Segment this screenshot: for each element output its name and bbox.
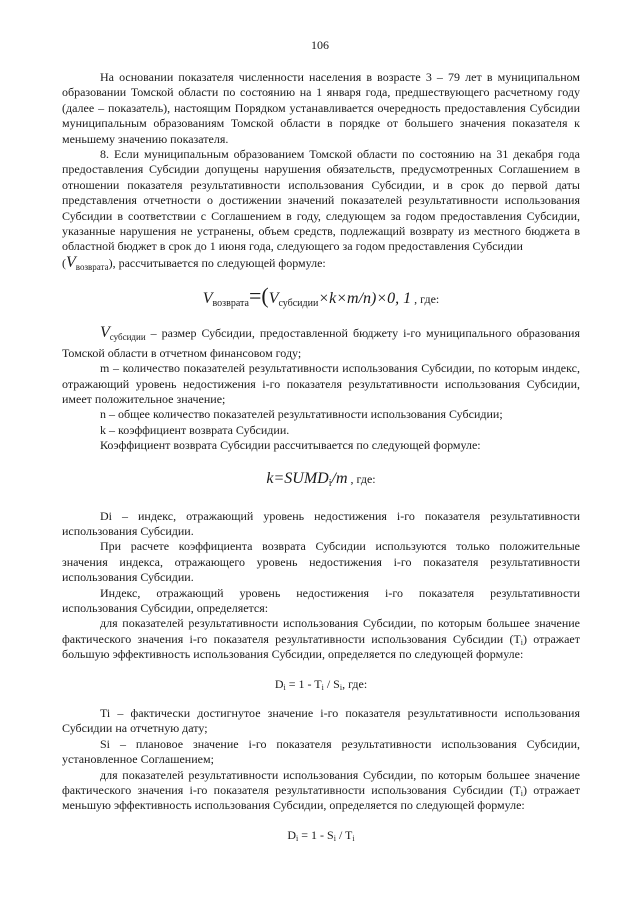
p11-sub: i	[520, 637, 524, 647]
f2-main: k=SUMD	[266, 469, 329, 487]
f3-d-sub: i	[283, 682, 286, 692]
f1-lhs: V	[202, 290, 213, 308]
f1-v-sub: субсидии	[278, 298, 319, 310]
f2-rest: /m	[331, 469, 348, 487]
formula-return-volume	[62, 285, 580, 315]
formula-di-greater	[62, 677, 580, 692]
paragraph-si-definition: Si – плановое значение i-го показателя результативности использования Субсидии, установленное Соглашением;	[62, 736, 580, 767]
paragraph-k-definition: k – коэффициент возврата Субсидии.	[100, 422, 290, 437]
paragraph-n-definition: n – общее количество показателей результативности использования Субсидии;	[100, 407, 503, 422]
formula-k	[62, 468, 580, 495]
paragraph-lesser-efficiency	[62, 768, 580, 814]
paragraph-index-determined: Индекс, отражающий уровень недостижения i-го показателя результативности использования Субсидии, определяется:	[62, 585, 580, 615]
paragraph-item-8-tail: $(V_{возврата})$, рассчитывается по следующей формуле:	[62, 253, 326, 272]
paragraph-population: На основании показателя численности населения в возрасте 3 – 79 лет в муниципальном образовании Томской области по состоянию на 1 января года, предшествующего расчетному году (далее – показатель), настоящим Порядком устанавливается очередность предоставления Субсидии муниципальным образованиям Томской области в порядке от большего значения показателя к меньшему значению показателя.	[62, 70, 580, 146]
paragraph-v-subsidy	[62, 325, 580, 361]
f3-mid: = 1 - T	[285, 676, 322, 691]
v-subsidy-symbol: V	[100, 324, 110, 342]
item-8-text: 8. Если муниципальным образованием Томской области по состоянию на 31 декабря года предоставления Субсидии допущены нарушения обязательств, предусмотренных Соглашением в отношении показателя результативности использования Субсидии, и в срок до первой даты представления отчетности о достижении значений показателей результативности использования Субсидии в соответствии с Соглашением в году, следующем за годом предоставления Субсидии, указанные нарушения не устранены, объем средств, подлежащий возврату из местного бюджета в областной бюджет в срок до 1 июня года, следующего за годом предоставления Субсидии	[62, 147, 580, 254]
f1-v: V	[268, 290, 279, 308]
f3-t-sub: i	[321, 682, 324, 692]
formula-di-lesser	[62, 828, 580, 843]
page-number: 106	[311, 38, 329, 52]
f4-s-sub: i	[333, 833, 336, 843]
f4-d-sub: i	[296, 833, 299, 843]
f4-t-sub: i	[352, 833, 355, 843]
paragraph-di-definition: Di – индекс, отражающий уровень недостижения i-го показателя результативности использования Субсидии.	[62, 508, 580, 538]
f3-d: D	[274, 676, 284, 691]
paragraph-item-8	[62, 147, 580, 255]
document-body	[62, 70, 580, 857]
paragraph-ti-definition: Ti – фактически достигнутое значение i-го показателя результативности использования Субсидии на отчетную дату;	[62, 706, 580, 736]
item-8-tail-text: ), рассчитывается по следующей формуле:	[108, 255, 326, 270]
f2-tail: , где:	[347, 471, 376, 486]
f3-s-sub: i	[339, 682, 343, 692]
p14-tail: ) отражает меньшую эффективность использования Субсидии, определяется по следующей формуле:	[62, 783, 580, 813]
p14-text: для показателей результативности использования Субсидии, по которым большее значение фактического значения i-го показателя результативности использования Субсидии (T	[62, 767, 580, 798]
p11-text: для показателей результативности использования Субсидии, по которым большее значение фактического значения i-го показателя результативности использования Субсидии (T	[62, 616, 580, 646]
f1-lhs-sub: возврата	[212, 298, 249, 310]
f4-t: / T	[335, 827, 353, 842]
p14-sub: i	[520, 789, 524, 799]
f4-mid: = 1 - S	[298, 827, 334, 842]
p11-tail: ) отражает большую эффективность использования Субсидии, определяется по следующей формуле:	[62, 631, 580, 662]
paragraph-m-definition: m – количество показателей результативности использования Субсидии, по которым индекс, отражающий уровень недостижения i-го показателя результативности использования Субсидии, имеет положительное значение;	[62, 361, 580, 406]
paragraph-positive-values: При расчете коэффициента возврата Субсидии используются только положительные значения индекса, отражающего уровень недостижения i-го показателя результативности использования Субсидии.	[62, 539, 580, 585]
f3-s: / S	[323, 676, 340, 691]
v-subsidy-subscript: субсидии	[109, 332, 146, 343]
f1-tail: , где:	[411, 292, 440, 307]
f2-sub: i	[328, 477, 332, 489]
v-subsidy-text: – размер Субсидии, предоставленной бюджету i-го муниципального образования Томской области в отчетном финансовом году;	[62, 326, 580, 360]
f1-rest: ×k×m/n)×0, 1	[318, 290, 412, 308]
paragraph-greater-efficiency	[62, 616, 580, 662]
f4-d: D	[287, 827, 297, 842]
paragraph-k-formula-intro: Коэффициент возврата Субсидии рассчитывается по следующей формуле:	[100, 438, 481, 453]
f1-eq: =(	[248, 283, 269, 309]
v-return-symbol: V	[66, 253, 76, 271]
f3-tail: , где:	[342, 676, 368, 691]
v-return-subscript: возврата	[75, 261, 109, 272]
